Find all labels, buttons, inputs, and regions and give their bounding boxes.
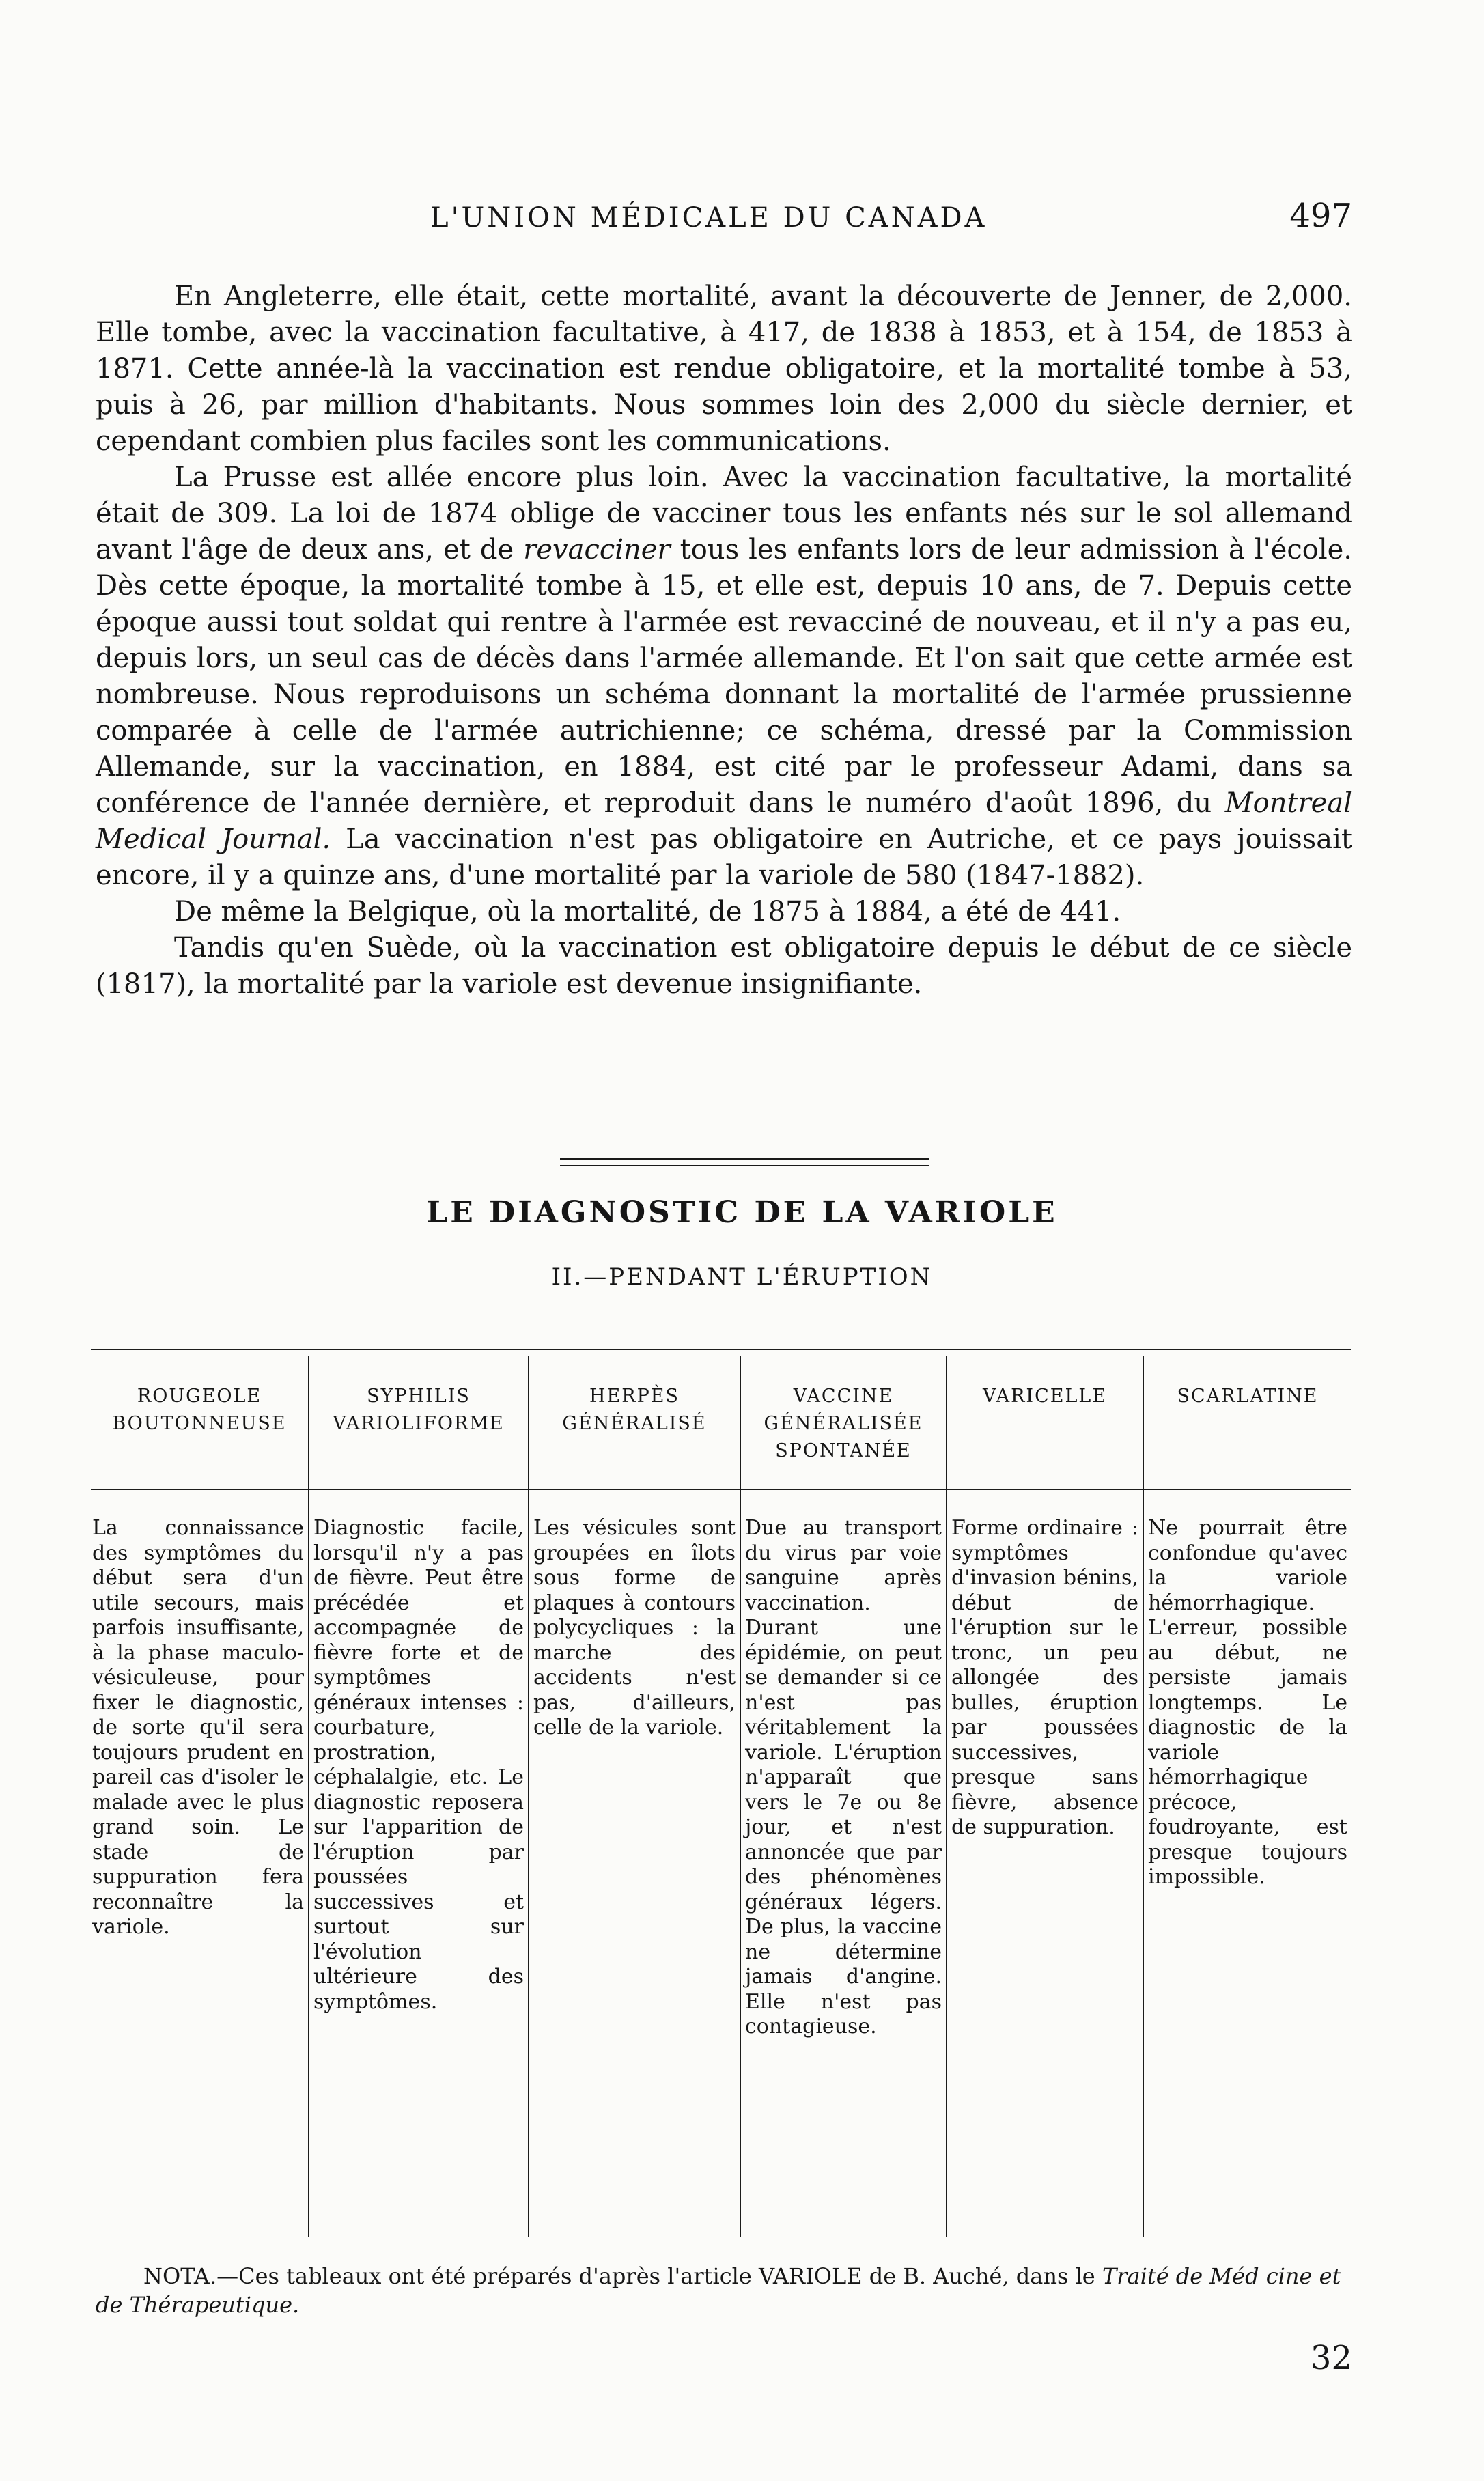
column-divider [740, 1356, 741, 2237]
table-header-rule [91, 1489, 1351, 1490]
column-header-scarlatine: SCARLATINE [1177, 1386, 1319, 1407]
running-header [96, 197, 1352, 243]
paragraph-england: En Angleterre, elle était, cette mortalité, avant la découverte de Jenner, de 2,000. Elle tombe, avec la vaccination facultative, à 417, de 1838 à 1853, et à 154, de 1853 à 1871. Cette année-là la vaccination est rendue obligatoire, et la mortalité tombe à 53, puis à 26, par million d'habitants. Nous sommes loin des 2,000 du siècle dernier, et cependant combien plus faciles sont les communications. [96, 281, 1352, 457]
paragraph-prussia-part1: La Prusse est allée encore plus loin. Avec la vaccination facultative, la mortalité était de 309. La loi de 1874 oblige de vacciner tous les enfants nés sur le sol allemand avant l'âge de deux ans, et de [96, 462, 1352, 565]
footnote-text: NOTA.—Ces tableaux ont été préparés d'après l'article VARIOLE de B. Auché, dans le [143, 2263, 1102, 2289]
paragraph-belgium: De même la Belgique, où la mortalité, de 1875 à 1884, a été de 441. [174, 896, 1121, 927]
section-divider [560, 1158, 929, 1166]
column-header-rougeole: ROUGEOLE BOUTONNEUSE [112, 1386, 287, 1434]
emphasis-journal: Montreal Medical Journal. [96, 787, 1352, 855]
paragraph-sweden: Tandis qu'en Suède, où la vaccination est obligatoire depuis le début de ce siècle (1817), la mortalité par la variole est devenue insignifiante. [96, 932, 1352, 1000]
column-divider [1143, 1356, 1144, 2237]
paragraph-prussia [96, 460, 1352, 894]
footnote [96, 2262, 1352, 2319]
journal-title: L'UNION MÉDICALE DU CANADA [430, 202, 988, 234]
column-header-syphilis: SYPHILIS VARIOLIFORME [333, 1386, 505, 1434]
paragraph-prussia-part3: La vaccination n'est pas obligatoire en Autriche, et ce pays jouissait encore, il y a quinze ans, d'une mortalité par la variole de 580 (1847-1882). [96, 824, 1352, 891]
cell-scarlatine: Ne pourrait être confondue qu'avec la variole hémorrhagique. L'erreur, possible au début, ne persiste jamais longtemps. Le diagnostic de la variole hémorrhagique précoce, foudroyante, est presque toujours impossible. [1148, 1516, 1347, 1889]
cell-syphilis: Diagnostic facile, lorsqu'il n'y a pas de fièvre. Peut être précédée et accompagnée de fièvre forte et de symptômes généraux intenses : courbature, prostration, céphalalgie, etc. Le diagnostic reposera sur l'apparition de l'éruption par poussées successives et surtout sur l'évolution ultérieure des symptômes. [313, 1516, 524, 2014]
body-text [96, 279, 1352, 1003]
footnote-reference: Traité de Méd cine et de Thérapeutique. [96, 2263, 1341, 2318]
emphasis-revacciner: revacciner [523, 534, 671, 565]
column-divider [946, 1356, 947, 2237]
cell-varicelle: Forme ordinaire : symptômes d'invasion bénins, début de l'éruption sur le tronc, un peu allongée des bulles, éruption par poussées successives, presque sans fièvre, absence de suppuration. [951, 1516, 1138, 1839]
diagnosis-table [91, 1342, 1351, 2237]
column-header-herpes: HERPÈS GÉNÉRALISÉ [562, 1386, 707, 1434]
paragraph-prussia-part2: tous les enfants lors de leur admission à l'école. Dès cette époque, la mortalité tombe à 15, et elle est, depuis 10 ans, de 7. Depuis cette époque aussi tout soldat qui rentre à l'armée est revacciné de nouveau, et il n'y a pas eu, depuis lors, un seul cas de décès dans l'armée allemande. Et l'on sait que cette armée est nombreuse. Nous reproduisons un schéma donnant la mortalité de l'armée prussienne comparée à celle de l'armée autrichienne; ce schéma, dressé par la Commission Allemande, sur la vaccination, en 1884, est cité par le professeur Adami, dans sa conférence de l'année dernière, et reproduit dans le numéro d'août 1896, du [96, 534, 1352, 819]
section-title: LE DIAGNOSTIC DE LA VARIOLE [426, 1195, 1058, 1230]
column-divider [528, 1356, 529, 2237]
section-subtitle: II.—PENDANT L'ÉRUPTION [551, 1263, 933, 1291]
column-header-varicelle: VARICELLE [982, 1386, 1108, 1407]
cell-vaccine: Due au transport du virus par voie sanguine après vaccination. Durant une épidémie, on peut se demander si ce n'est pas véritablement la variole. L'éruption n'apparaît que vers le 7e ou 8e jour, et n'est annoncée que par des phénomènes généraux légers. De plus, la vaccine ne détermine jamais d'angine. Elle n'est pas contagieuse. [745, 1516, 942, 2038]
signature-number: 32 [1310, 2339, 1352, 2377]
cell-herpes: Les vésicules sont groupées en îlots sous forme de plaques à contours polycycliques : la marche des accidents n'est pas, d'ailleurs, celle de la variole. [533, 1516, 736, 1739]
table-top-rule [91, 1349, 1351, 1350]
column-header-vaccine: VACCINE GÉNÉRALISÉE SPONTANÉE [764, 1386, 923, 1461]
column-divider [308, 1356, 309, 2237]
page-number: 497 [1289, 197, 1352, 235]
cell-rougeole: La connaissance des symptômes du début sera d'un utile secours, mais parfois insuffisante, à la phase maculo-vésiculeuse, pour fixer le diagnostic, de sorte qu'il sera toujours prudent en pareil cas d'isoler le malade avec le plus grand soin. Le stade de suppuration fera reconnaître la variole. [92, 1516, 304, 1939]
